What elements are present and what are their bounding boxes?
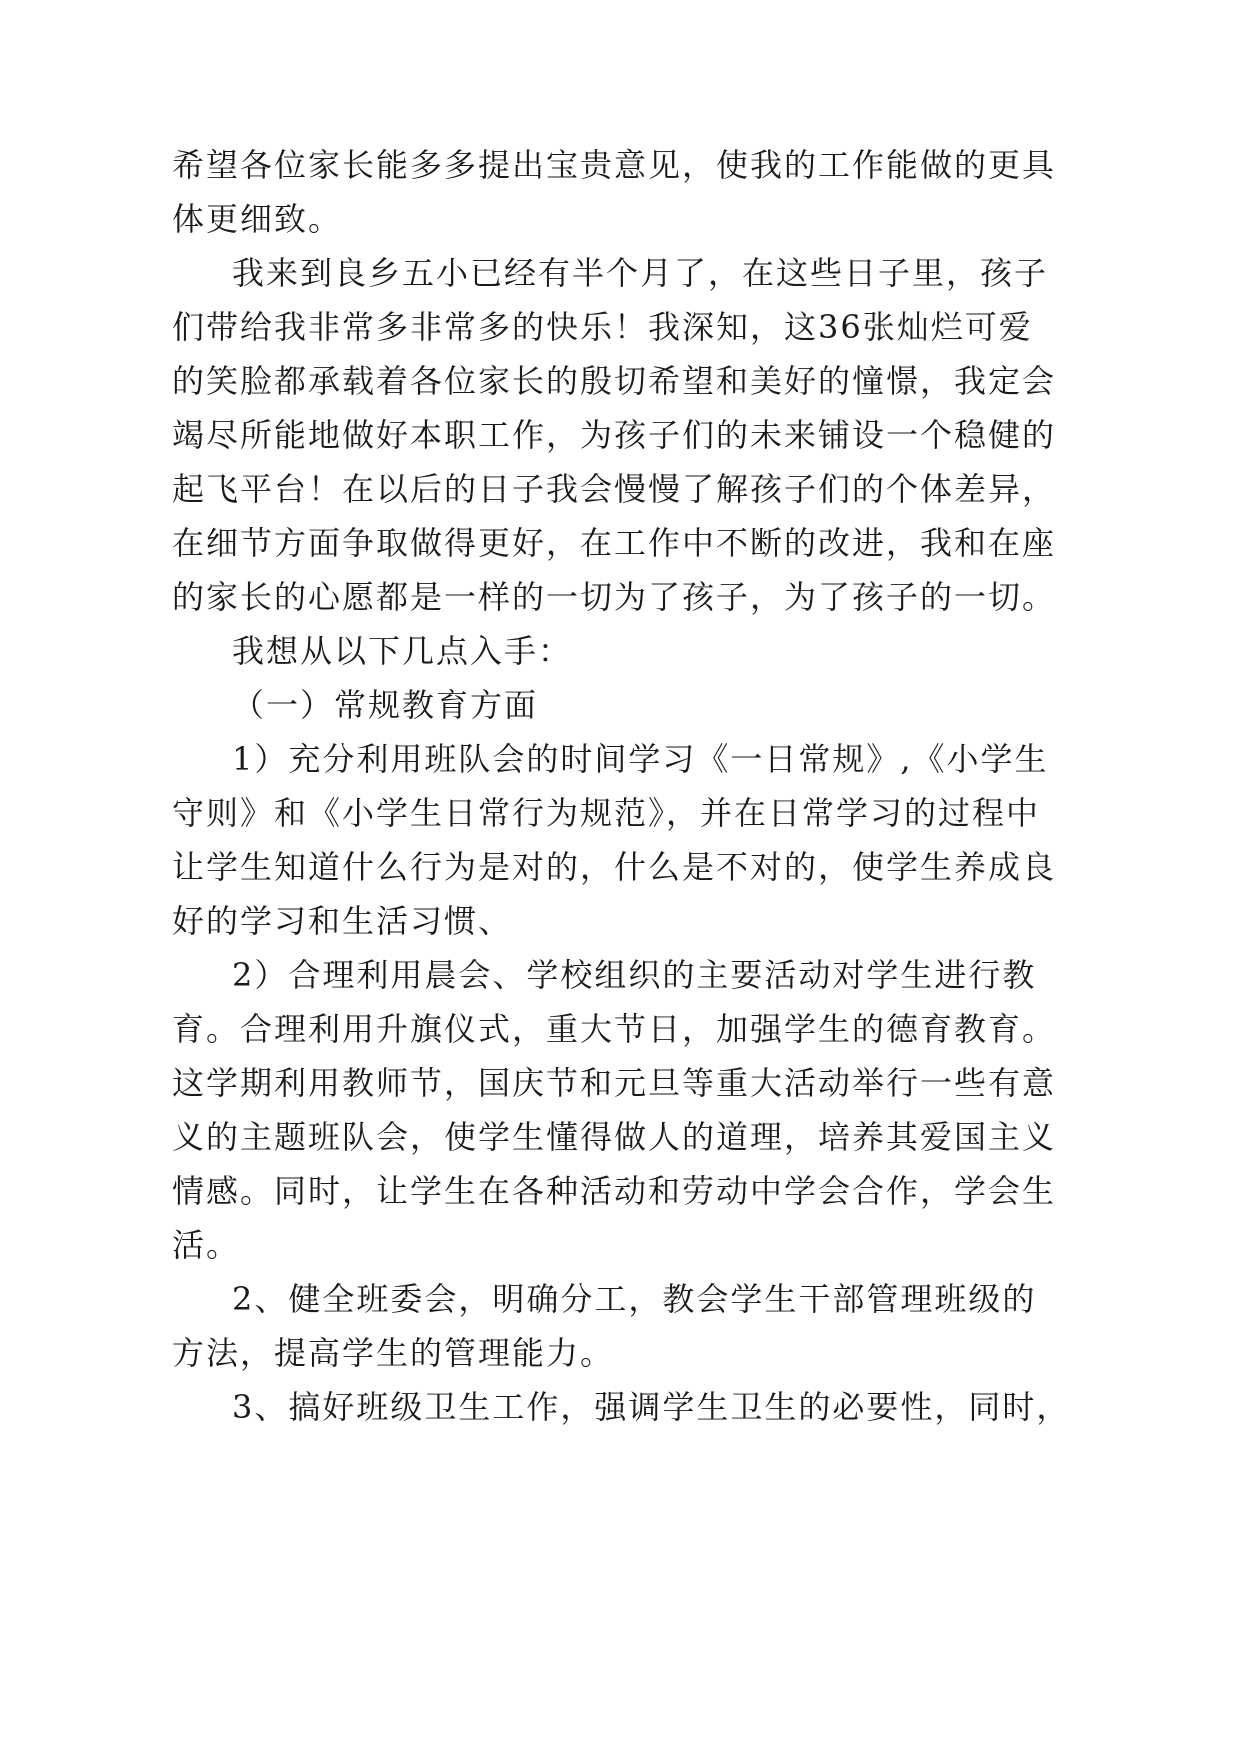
text-line: 让学生知道什么行为是对的，什么是不对的，使学生养成良 xyxy=(172,848,1057,886)
text-line: 起飞平台！在以后的日子我会慢慢了解孩子们的个体差异， xyxy=(172,470,1057,508)
text-line: 2、健全班委会，明确分工，教会学生干部管理班级的 xyxy=(232,1280,1037,1318)
text-line: 体更细致。 xyxy=(172,200,343,238)
section-heading: （一）常规教育方面 xyxy=(232,686,539,724)
text-line: 的家长的心愿都是一样的一切为了孩子，为了孩子的一切。 xyxy=(172,578,1057,616)
text-line: 义的主题班队会，使学生懂得做人的道理，培养其爱国主义 xyxy=(172,1118,1057,1156)
text-line: 方法，提高学生的管理能力。 xyxy=(172,1334,615,1372)
text-line: 活。 xyxy=(172,1226,241,1264)
text-line: 在细节方面争取做得更好，在工作中不断的改进，我和在座 xyxy=(172,524,1057,562)
text-line: 竭尽所能地做好本职工作，为孩子们的未来铺设一个稳健的 xyxy=(172,416,1057,454)
text-line: 我来到良乡五小已经有半个月了，在这些日子里，孩子 xyxy=(232,254,1049,292)
text-line: 情感。同时，让学生在各种活动和劳动中学会合作，学会生 xyxy=(172,1172,1057,1210)
text-line: 守则》和《小学生日常行为规范》，并在日常学习的过程中 xyxy=(172,794,1041,832)
text-line: 好的学习和生活习惯、 xyxy=(172,902,513,940)
text-line: 育。合理利用升旗仪式，重大节日，加强学生的德育教育。 xyxy=(172,1010,1057,1048)
text-line: 1）充分利用班队会的时间学习《一日常规》,《小学生 xyxy=(232,740,1049,778)
text-line: 们带给我非常多非常多的快乐！我深知，这36张灿烂可爱 xyxy=(172,308,1033,346)
text-line: 我想从以下几点入手： xyxy=(232,632,573,670)
text-line: 3、搞好班级卫生工作，强调学生卫生的必要性，同时， xyxy=(232,1388,1071,1426)
text-line: 希望各位家长能多多提出宝贵意见，使我的工作能做的更具 xyxy=(172,146,1057,184)
text-line: 2）合理利用晨会、学校组织的主要活动对学生进行教 xyxy=(232,956,1037,994)
text-line: 的笑脸都承载着各位家长的殷切希望和美好的憧憬，我定会 xyxy=(172,362,1057,400)
text-line: 这学期利用教师节，国庆节和元旦等重大活动举行一些有意 xyxy=(172,1064,1057,1102)
